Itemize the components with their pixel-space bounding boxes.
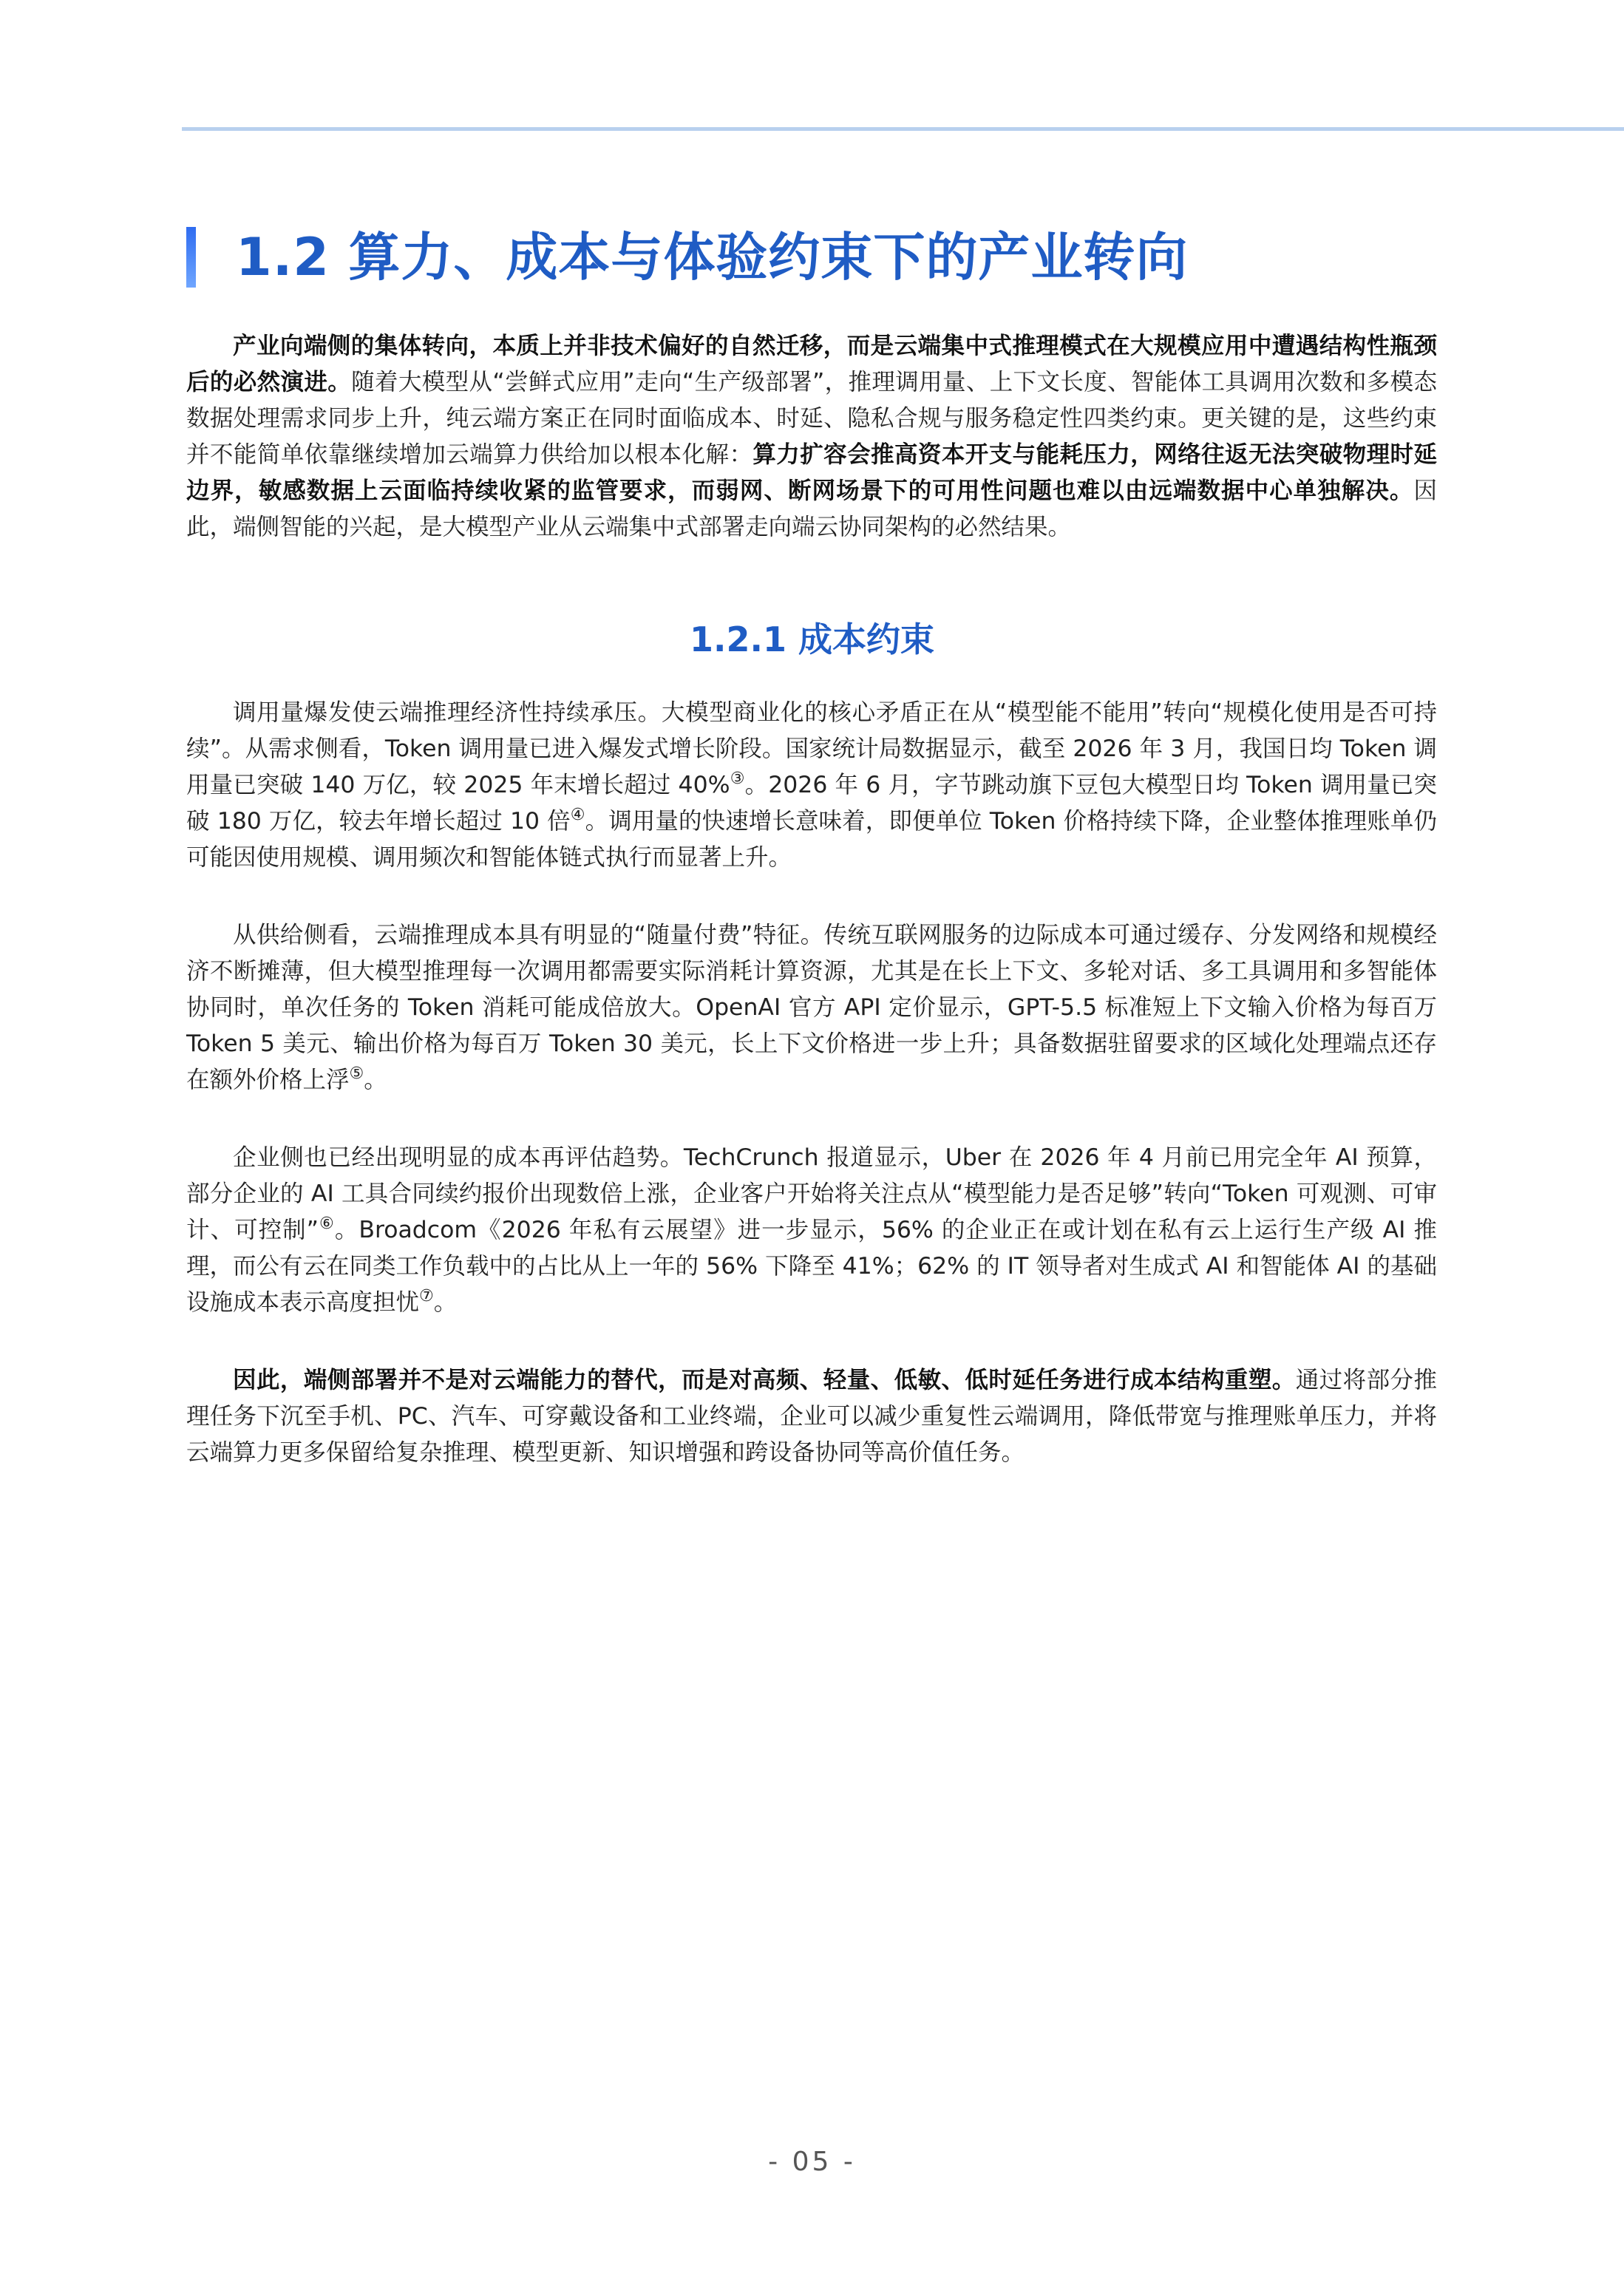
top-divider [182,127,1624,131]
section-title: 1.2 算力、成本与体验约束下的产业转向 [236,227,1189,288]
footnote-ref-7[interactable]: ⑦ [419,1287,434,1305]
cost-paragraph-demand [186,695,1437,876]
subsection-title: 1.2.1 成本约束 [690,619,934,659]
intro-conclusion: 因此，端侧智能的兴起，是大模型产业从云端集中式部署走向端云协同架构的必然结果。 [186,478,1437,540]
demand-text-b: 。2026 年 6 月，字节跳动旗下豆包大模型日均 Token 调用量已突破 180 万亿，较去年增长超过 10 倍 [186,772,1437,835]
page-number: - 05 - [768,2147,856,2177]
enterprise-text-a: 企业侧也已经出现明显的成本再评估趋势。TechCrunch 报道显示，Uber 在 2026 年 4 月前已用完全年 AI 预算，部分企业的 AI 工具合同续约报价出现数倍上涨，企业客户开始将关注点从“模型能力是否足够”转向“Token 可观测、可审计、可控制” [186,1144,1437,1243]
conclusion-bold-lead: 因此，端侧部署并不是对云端能力的替代，而是对高频、轻量、低敏、低时延任务进行成本结构重塑。 [233,1367,1296,1393]
intro-bold-lead: 产业向端侧的集体转向，本质上并非技术偏好的自然迁移，而是云端集中式推理模式在大规模应用中遭遇结构性瓶颈后的必然演进。 [186,333,1437,395]
intro-paragraph [186,328,1437,546]
enterprise-text-b: 。Broadcom《2026 年私有云展望》进一步显示，56% 的企业正在或计划在私有云上运行生产级 AI 推理，而公有云在同类工作负载中的占比从上一年的 56% 下降至 41%；62% 的 IT 领导者对生成式 AI 和智能体 AI 的基础设施成本表示高度担忧 [186,1217,1437,1316]
section-header [186,222,1188,293]
footnote-ref-6[interactable]: ⑥ [319,1215,335,1233]
footnote-ref-3[interactable]: ③ [730,770,745,788]
supply-text-a: 从供给侧看，云端推理成本具有明显的“随量付费”特征。传统互联网服务的边际成本可通过缓存、分发网络和规模经济不断摊薄，但大模型推理每一次调用都需要实际消耗计算资源，尤其是在长上下文、多轮对话、多工具调用和多智能体协同时，单次任务的 Token 消耗可能成倍放大。OpenAI 官方 API 定价显示，GPT-5.5 标准短上下文输入价格为每百万 Token 5 美元、输出价格为每百万 Token 30 美元，长上下文价格进一步上升；具备数据驻留要求的区域化处理端点还存在额外价格上浮 [186,922,1437,1093]
footnote-ref-4[interactable]: ④ [570,806,585,824]
title-accent-bar [186,227,196,288]
cost-paragraph-conclusion [186,1362,1437,1471]
cost-paragraph-supply [186,917,1437,1098]
demand-text-a: 调用量爆发使云端推理经济性持续承压。大模型商业化的核心矛盾正在从“模型能不能用”转向“规模化使用是否可持续”。从需求侧看，Token 调用量已进入爆发式增长阶段。国家统计局数据显示，截至 2026 年 3 月，我国日均 Token 调用量已突破 140 万亿，较 2025 年末增长超过 40% [186,699,1437,798]
intro-text: 随着大模型从“尝鲜式应用”走向“生产级部署”，推理调用量、上下文长度、智能体工具调用次数和多模态数据处理需求同步上升，纯云端方案正在同时面临成本、时延、隐私合规与服务稳定性四类约束。更关键的是，这些约束并不能简单依靠继续增加云端算力供给加以根本化解： [186,369,1437,468]
cost-paragraph-enterprise [186,1140,1437,1321]
supply-text-b: 。 [364,1067,387,1093]
footnote-ref-5[interactable]: ⑤ [349,1064,364,1083]
intro-bold-constraints: 算力扩容会推高资本开支与能耗压力，网络往返无法突破物理时延边界，敏感数据上云面临持续收紧的监管要求，而弱网、断网场景下的可用性问题也难以由远端数据中心单独解决。 [186,441,1437,504]
demand-text-c: 。调用量的快速增长意味着，即便单位 Token 价格持续下降，企业整体推理账单仍可能因使用规模、调用频次和智能体链式执行而显著上升。 [186,808,1437,871]
conclusion-text: 通过将部分推理任务下沉至手机、PC、汽车、可穿戴设备和工业终端，企业可以减少重复性云端调用，降低带宽与推理账单压力，并将云端算力更多保留给复杂推理、模型更新、知识增强和跨设备协同等高价值任务。 [186,1367,1437,1466]
enterprise-text-c: 。 [433,1289,458,1316]
